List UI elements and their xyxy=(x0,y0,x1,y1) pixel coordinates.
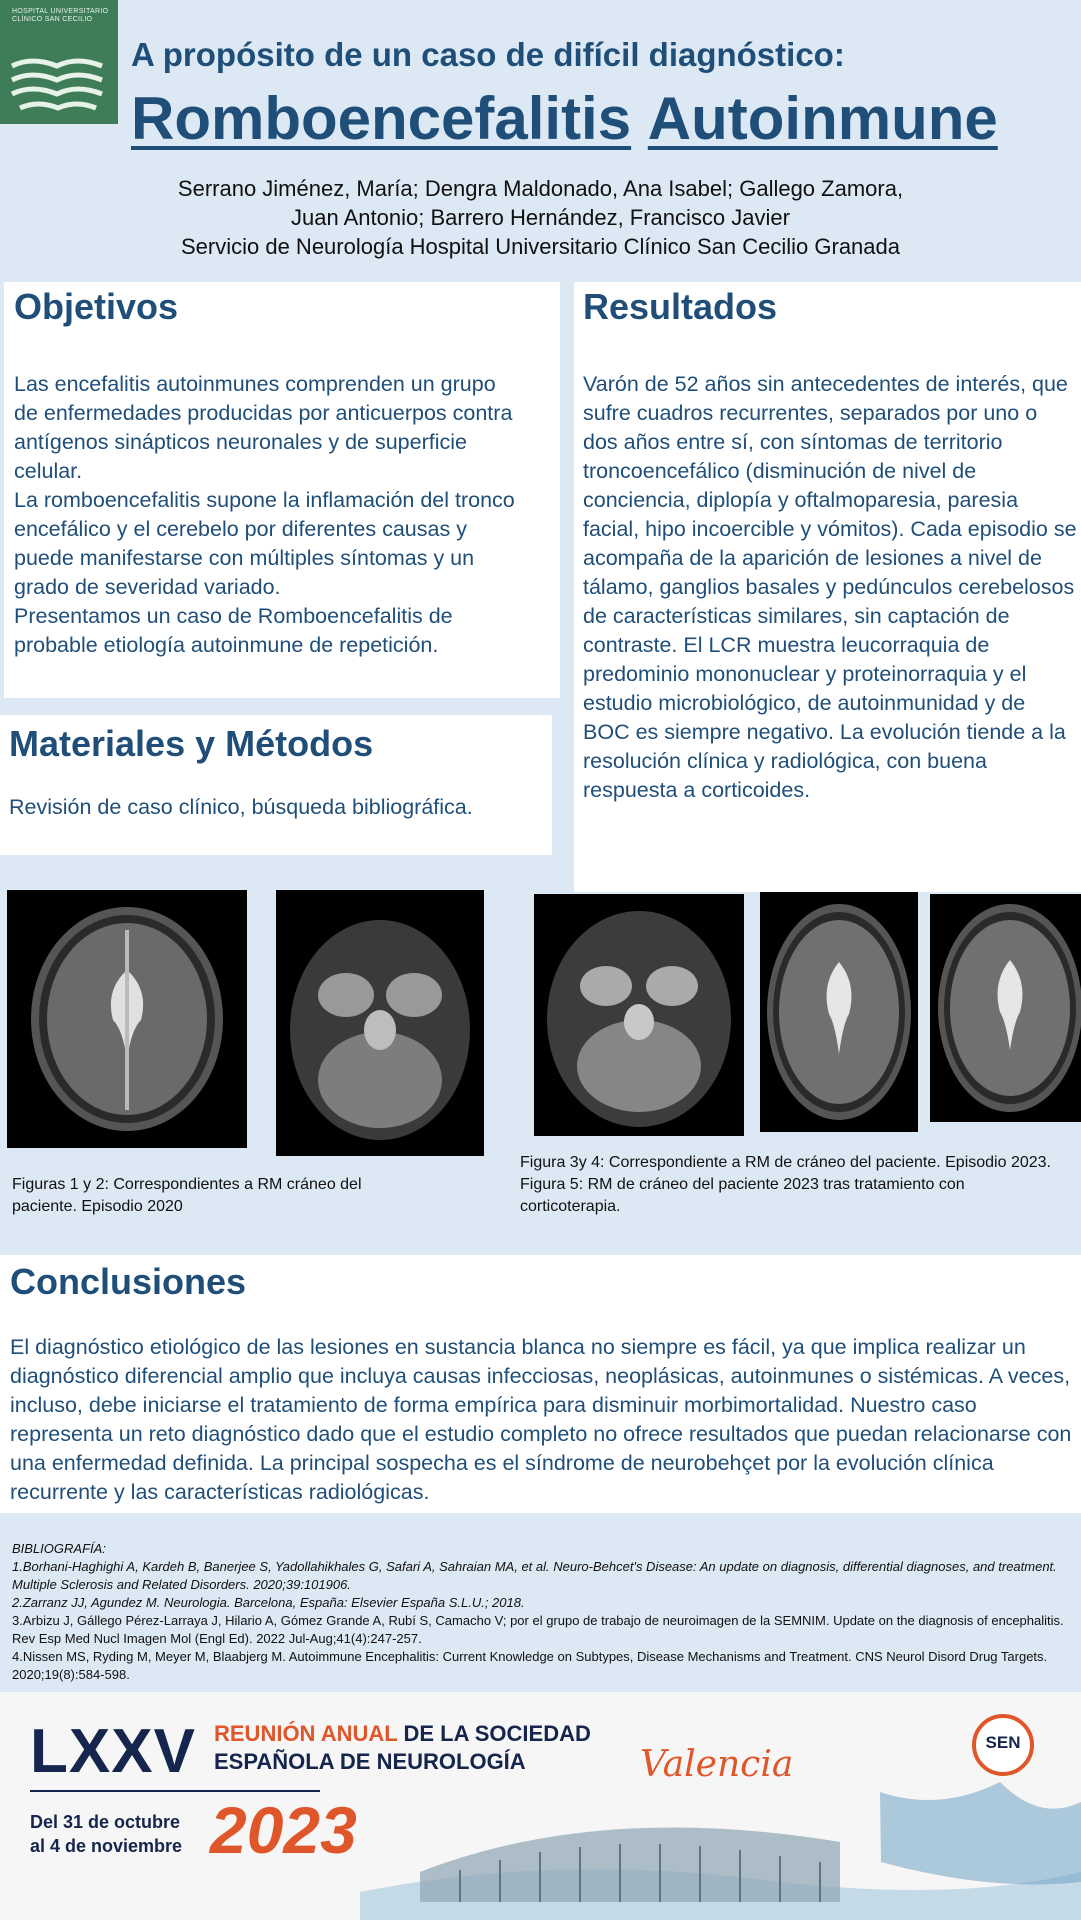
axial-posterior-fossa-scan xyxy=(534,894,744,1136)
sen-logo-text: SEN xyxy=(985,1733,1021,1752)
conclusiones-panel xyxy=(0,1255,1081,1513)
poster-subtitle: A propósito de un caso de difícil diagnóstico: xyxy=(131,36,845,73)
congress-banner xyxy=(0,1692,1081,1920)
figure-caption-right xyxy=(520,1152,1081,1218)
reference-item: 2.Zarranz JJ, Agundez M. Neurologia. Barcelona, España: Elsevier España S.L.U.; 2018. xyxy=(12,1595,525,1610)
figure-caption-right-1: Figura 3y 4: Correspondiente a RM de cráneo del paciente. Episodio 2023. xyxy=(520,1154,1051,1171)
resultados-title: Resultados xyxy=(583,286,778,327)
axial-posterior-fossa-scan xyxy=(276,890,484,1156)
bibliografia-heading: BIBLIOGRAFÍA: xyxy=(12,1541,106,1556)
title-word-2: Autoinmune xyxy=(647,85,998,152)
materiales-panel xyxy=(0,715,552,855)
mri-figure-2 xyxy=(276,890,484,1156)
mri-figure-3 xyxy=(534,894,744,1136)
sen-logo xyxy=(972,1714,1034,1776)
conclusiones-title: Conclusiones xyxy=(10,1261,247,1302)
congress-city: Valencia xyxy=(640,1744,794,1785)
congress-name-2: ESPAÑOLA DE NEUROLOGÍA xyxy=(214,1749,526,1774)
congress-name-1b: DE LA SOCIEDAD xyxy=(397,1721,591,1746)
resultados-panel xyxy=(574,282,1081,892)
congress-dates-2: al 4 de noviembre xyxy=(30,1836,183,1856)
reference-item: 4.Nissen MS, Ryding M, Meyer M, Blaabjerg M. Autoimmune Encephalitis: Current Knowledge on Subtypes, Disease Mechanisms and Treatment. CNS Neurol Disord Drug Targets. 2020;19(8):584-598. xyxy=(12,1649,1048,1682)
congress-year: 2023 xyxy=(210,1793,357,1867)
poster-title xyxy=(131,84,998,153)
congress-dates xyxy=(30,1810,182,1858)
congress-name xyxy=(214,1720,591,1776)
materiales-text: Revisión de caso clínico, búsqueda bibliográfica. xyxy=(9,795,473,819)
resultados-text: Varón de 52 años sin antecedentes de interés, que sufre cuadros recurrentes, separados por uno o dos años entre sí, con síntomas de territorio troncoencefálico (disminución de nivel de conciencia, diplopía y oftalmoparesia, paresia facial, hipo incoercible y vómitos). Cada episodio se acompaña de la aparición de lesiones a nivel de tálamo, ganglios basales y pedúnculos cerebelosos de características similares, sin captación de contraste. El LCR muestra leucorraquia de predominio mononuclear y proteinorraquia y el estudio microbiológico, de autoinmunidad y de BOC es siempre negativo. La evolución tiende a la resolución clínica y radiológica, con buena respuesta a corticoides. xyxy=(583,372,1077,802)
title-word-1: Romboencefalitis xyxy=(131,85,632,152)
figure-caption-right-2: Figura 5: RM de cráneo del paciente 2023 tras tratamiento con corticoterapia. xyxy=(520,1176,965,1215)
axial-brain-scan xyxy=(760,892,918,1132)
reference-item: 3.Arbizu J, Gállego Pérez-Larraya J, Hilario A, Gómez Grande A, Rubí S, Camacho V; por el grupo de trabajo de neuroimagen de la SEMNIM. Update on the diagnosis of encephalitis. Rev Esp Med Nucl Imagen Mol (Engl Ed). 2022 Jul-Aug;41(4):247-257. xyxy=(12,1613,1064,1646)
authors-line-1: Serrano Jiménez, María; Dengra Maldonado, Ana Isabel; Gallego Zamora, xyxy=(177,176,904,201)
authors-block xyxy=(0,174,1081,261)
objetivos-text: Las encefalitis autoinmunes comprenden un grupo de enfermedades producidas por anticuerpos contra antígenos sinápticos neuronales y de superficie celular. La romboencefalitis supone la inflamación del tronco encefálico y el cerebelo por diferentes causas y puede manifestarse con múltiples síntomas y un grado de severidad variado. Presentamos un caso de Romboencefalitis de probable etiología autoinmune de repetición. xyxy=(14,372,515,657)
mri-figure-4 xyxy=(760,892,918,1132)
congress-dates-1: Del 31 de octubre xyxy=(30,1812,181,1832)
mri-figure-1 xyxy=(7,890,247,1148)
reference-item: 1.Borhani-Haghighi A, Kardeh B, Banerjee S, Yadollahikhales G, Safari A, Sahraian MA, et al. Neuro-Behcet's Disease: An update on diagnosis, differential diagnoses, and treatment. Multiple Sclerosis and Related Disorders. 2020;39:101906. xyxy=(12,1559,1057,1592)
congress-numeral: LXXV xyxy=(30,1717,196,1786)
congress-name-1a: REUNIÓN ANUAL xyxy=(214,1721,398,1746)
authors-line-2: Juan Antonio; Barrero Hernández, Francisco Javier xyxy=(291,205,790,230)
book-logo-icon xyxy=(10,54,108,114)
hospital-logo-text: HOSPITAL UNIVERSITARIO CLÍNICO SAN CECILIO xyxy=(12,8,109,23)
axial-brain-scan xyxy=(7,890,247,1148)
materiales-title: Materiales y Métodos xyxy=(9,723,374,764)
objetivos-title: Objetivos xyxy=(14,286,179,327)
affiliation: Servicio de Neurología Hospital Universitario Clínico San Cecilio Granada xyxy=(180,234,900,259)
axial-brain-scan xyxy=(930,894,1081,1122)
mri-figure-5 xyxy=(930,894,1081,1122)
objetivos-panel xyxy=(4,282,560,698)
figure-caption-left: Figuras 1 y 2: Correspondientes a RM cráneo del paciente. Episodio 2020 xyxy=(12,1176,362,1215)
hospital-logo xyxy=(0,0,118,124)
conclusiones-text: El diagnóstico etiológico de las lesiones en sustancia blanca no siempre es fácil, ya que implica realizar un diagnóstico diferencial amplio que incluya causas infecciosas, neoplásicas, autoinmunes o sistémicas. A veces, incluso, debe iniciarse el tratamiento de forma empírica para disminuir morbimortalidad. Nuestro caso representa un reto diagnóstico dado que el estudio completo no ofrece resultados que puedan relacionarse con una enfermedad definida. La principal sospecha es el síndrome de neurobehçet por la evolución clínica recurrente y las características radiológicas. xyxy=(10,1335,1072,1504)
bibliografia-block xyxy=(12,1540,1072,1684)
